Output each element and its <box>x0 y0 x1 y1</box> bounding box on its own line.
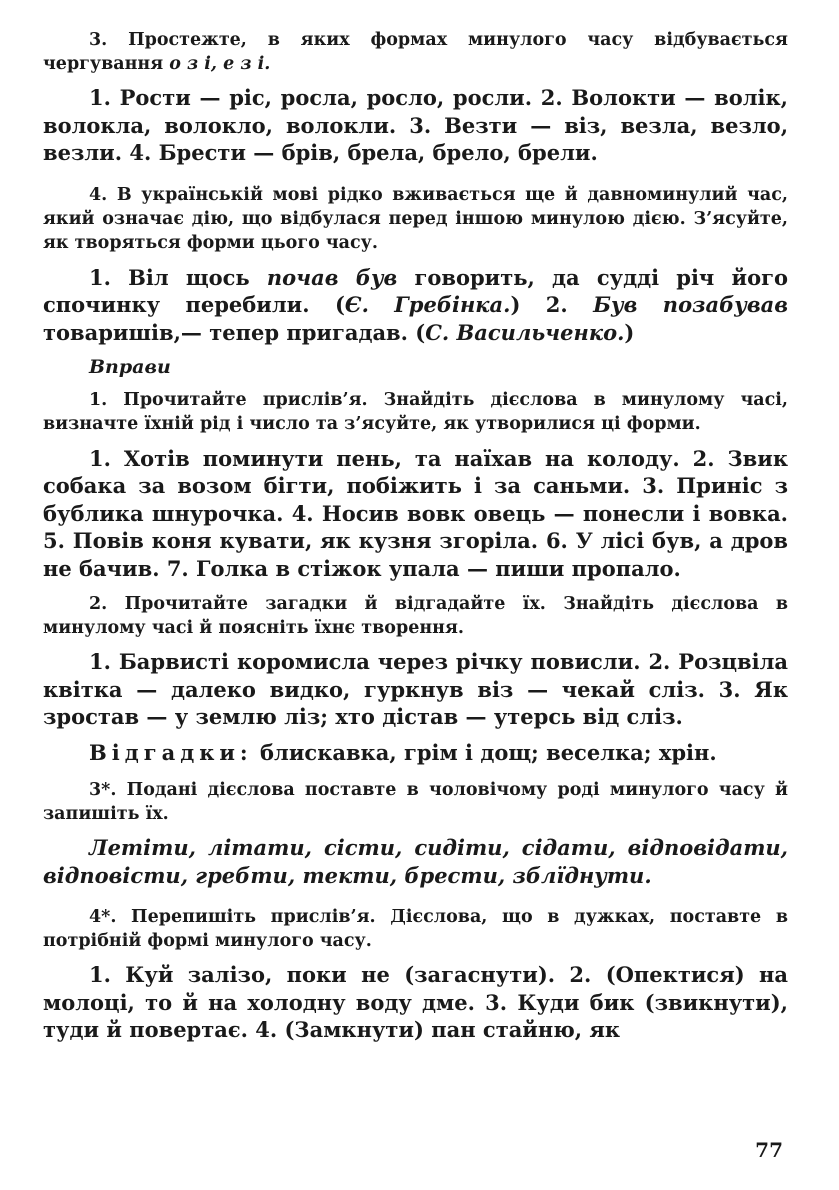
exercise-1-task: 1. Прочитайте прислів’я. Знайдіть дієслова в минулому часі, визначте їхній рід і число та з’ясуйте, як утворилися ці форми. <box>43 389 788 434</box>
examples-4-part-3: ) 2. <box>510 292 594 317</box>
examples-4-part-4: товаришів,— тепер пригадав. ( <box>43 319 426 345</box>
exercise-1-text: 1. Хотів поминути пень, та наїхав на колоду. 2. Звик собака за возом бігти, побіжить і за саньми. 3. Приніс з бублика шнурочка. 4. Носив вовк овець — понесли і вовка. 5. Повів коня кувати, як кузня згоріла. 6. У лісі був, а дров не бачив. 7. Голка в стіжок упала — пиши пропало. <box>43 445 788 581</box>
examples-4-part-5: ) <box>624 319 635 345</box>
exercise-3-task: 3*. Подані дієслова поставте в чоловічому роді минулого часу й запишіть їх. <box>43 780 788 824</box>
exercise-4-task: 4*. Перепишіть прислів’я. Дієслова, що в дужках, поставте в потрібній формі минулого часу. <box>43 907 788 951</box>
examples-4-part-1: 1. Віл щось <box>89 264 267 290</box>
textbook-page <box>43 22 788 1044</box>
task-3 <box>43 28 788 76</box>
examples-4 <box>43 264 788 347</box>
exercise-3-verbs: Летіти, літати, сісти, сидіти, сідати, відповідати, відповісти, гребти, текти, брести, зблїднути. <box>43 835 788 888</box>
examples-4-italic-1: почав був <box>266 264 398 290</box>
examples-3: 1. Рости — ріс, росла, росло, росли. 2. Волокти — волік, волокла, волокло, волокли. 3. Везти — віз, везла, везло, везли. 4. Брести — брів, брела, брело, брели. <box>43 85 788 165</box>
answers-text: блискавка, грім і дощ; веселка; хрін. <box>252 739 717 765</box>
exercise-4-text: 1. Куй залізо, поки не (загаснути). 2. (Опектися) на молоці, то й на холодну воду дме. 3. Куди бик (звикнути), туди й повертає. 4. (Замкнути) пан стайню, як <box>43 962 788 1042</box>
examples-4-italic-2: Був позабував <box>593 292 789 317</box>
exercise-2-text: 1. Барвисті коромисла через річку повисли. 2. Розцвіла квітка — далеко видко, гуркнув віз — чекай сліз. 3. Як зростав — у землю ліз; хто дістав — утерсь від сліз. <box>43 649 788 729</box>
examples-4-part-2: говорить, да судді річ його спочинку перебили. ( <box>43 264 788 317</box>
answers-label: Відгадки: <box>89 739 253 765</box>
task-3-alternations: о з і, е з і. <box>169 54 271 74</box>
exercises-heading: Вправи <box>89 356 171 378</box>
page-number: 77 <box>755 1138 783 1162</box>
exercise-2-answers <box>43 739 788 767</box>
task-3-text: 3. Простежте, в яких формах минулого часу відбувається чергування <box>43 30 788 74</box>
exercise-2-task: 2. Прочитайте загадки й відгадайте їх. Знайдіть дієслова в минулому часі й поясніть їхнє творення. <box>43 594 788 638</box>
task-4: 4. В українській мові рідко вживається ще й давноминулий час, який означає дію, що відбулася перед іншою минулою дією. З’ясуйте, як творяться форми цього часу. <box>43 184 788 253</box>
examples-4-author-2: С. Васильченко. <box>425 319 625 345</box>
examples-4-author-1: Є. Гребінка. <box>344 292 511 317</box>
